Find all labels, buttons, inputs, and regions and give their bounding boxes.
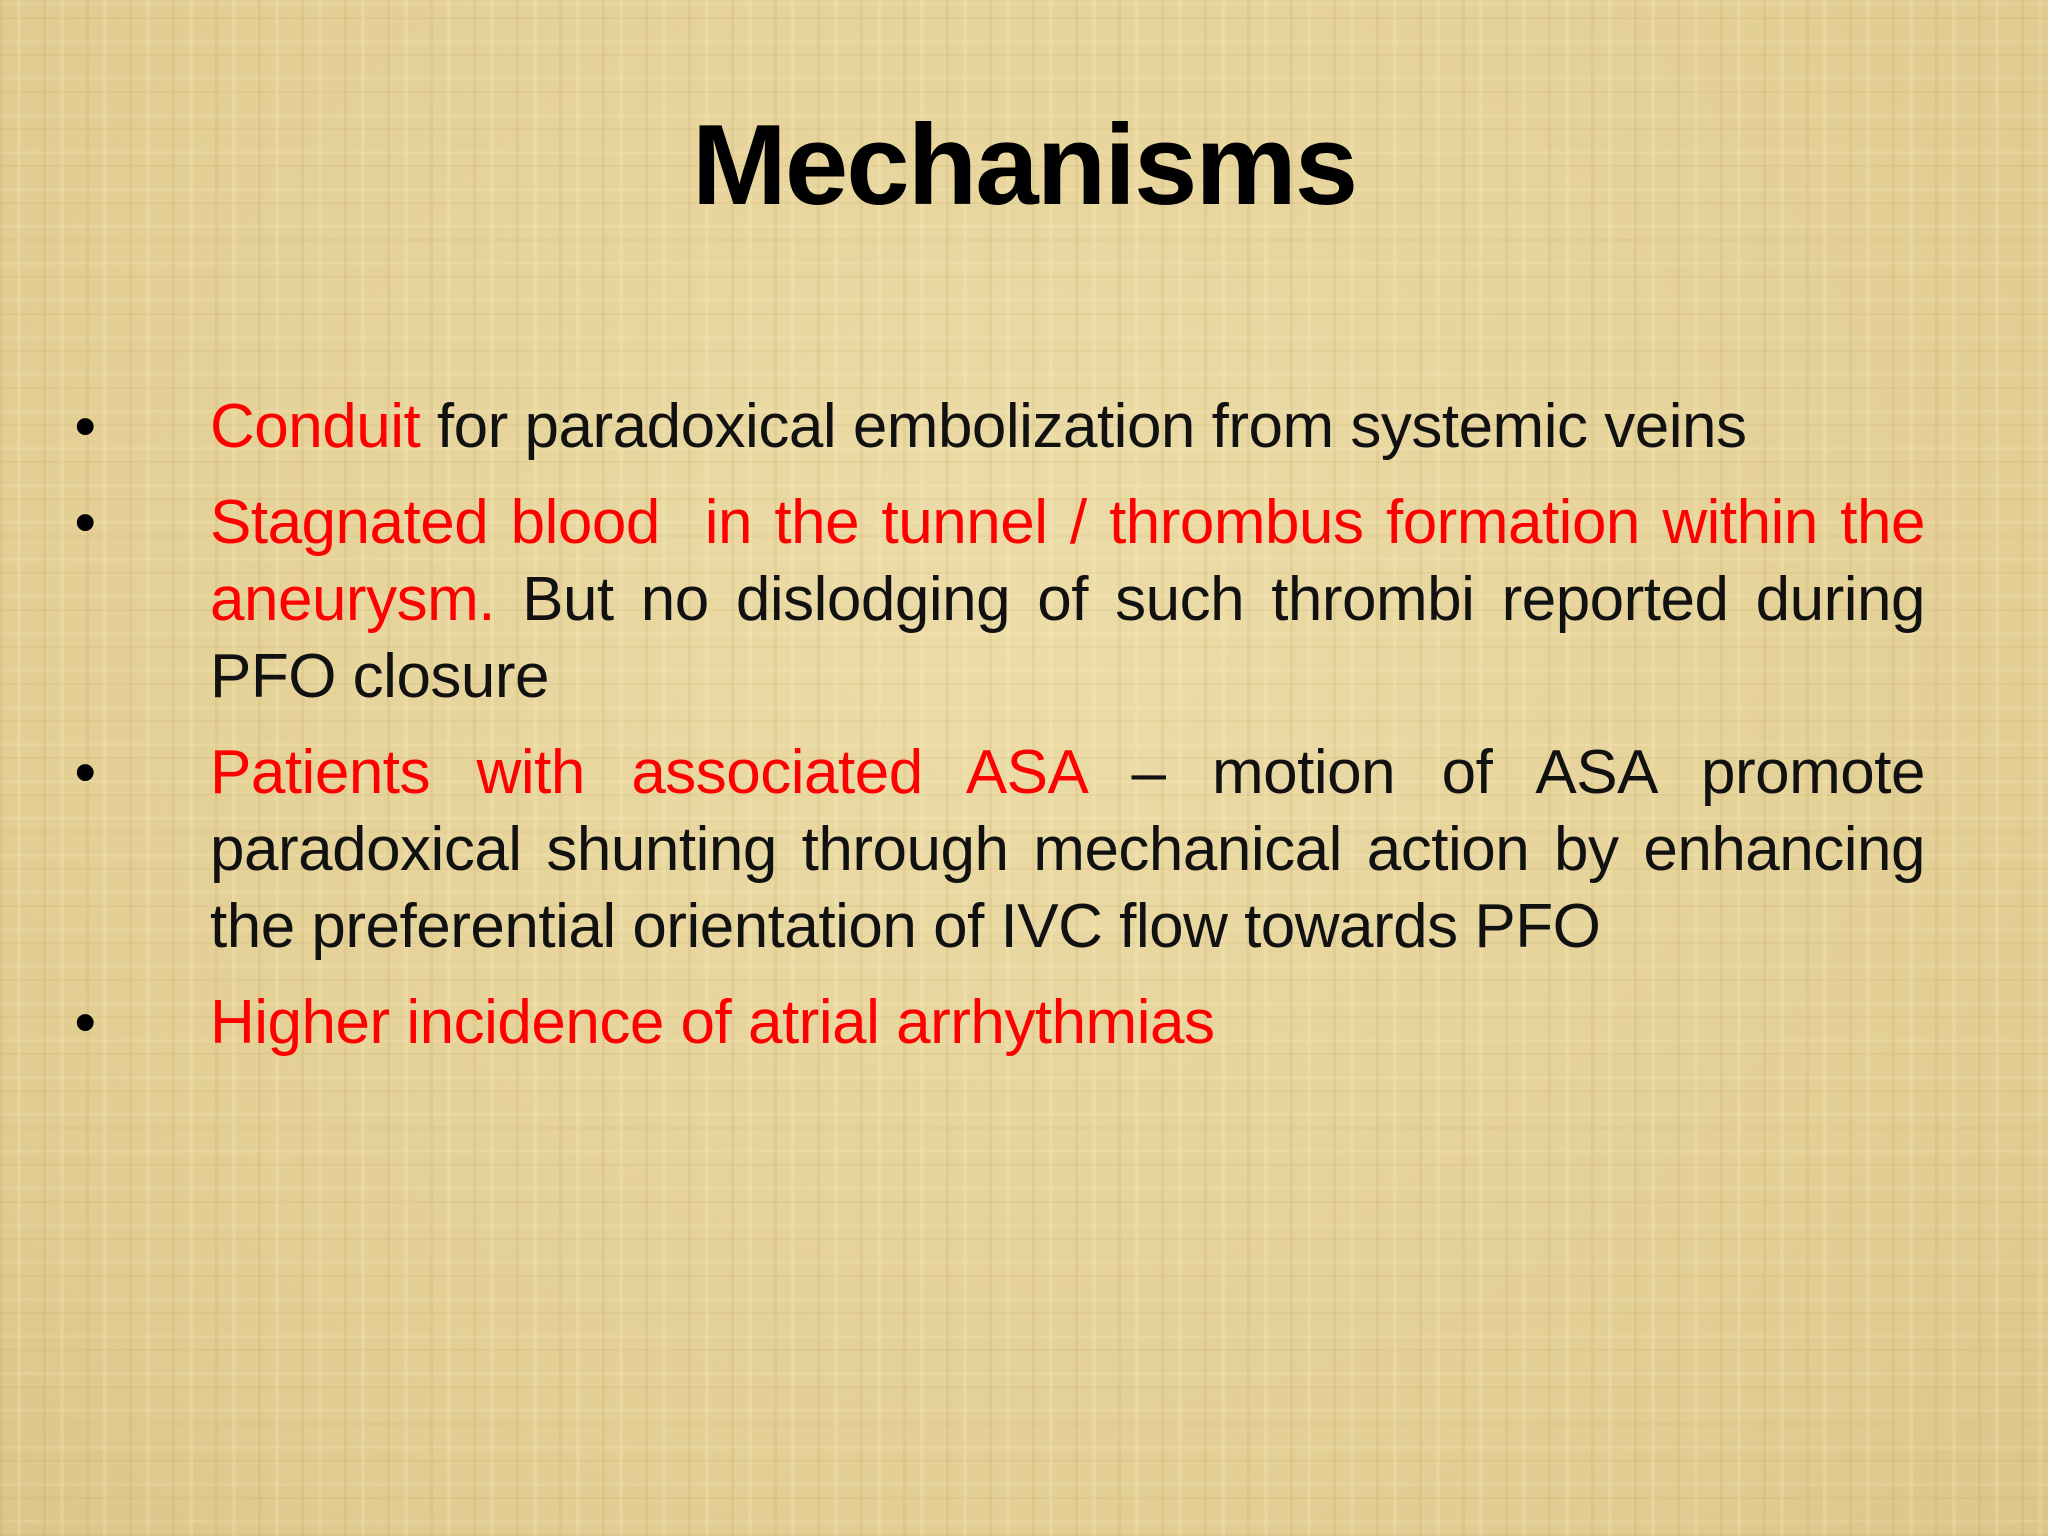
slide-title: Mechanisms [691,102,1357,229]
bullet-item [70,388,1925,465]
body-text: for paradoxical embolization from systemic veins [420,392,1747,461]
bullet-item [70,734,1925,965]
bullet-item [70,484,1942,715]
bullet-icon: • [74,488,96,557]
bullet-icon: • [74,988,96,1057]
body-text: But no dislodging of such thrombi reported during PFO closure [210,565,1925,711]
bullet-item [70,984,1925,1061]
highlighted-text: Stagnated blood in the tunnel / thrombus formation within the aneurysm. [210,488,1942,634]
bullet-list [70,388,1942,1080]
highlighted-text: Conduit [210,392,421,461]
body-text: – motion of ASA promote paradoxical shunting through mechanical action by enhancing the preferential orientation of IVC flow towards PFO [210,738,1925,961]
highlighted-text: Higher incidence of atrial arrhythmias [210,988,1215,1057]
highlighted-text: Patients with associated ASA [210,738,1085,807]
bullet-icon: • [74,392,96,461]
bullet-icon: • [74,738,96,807]
